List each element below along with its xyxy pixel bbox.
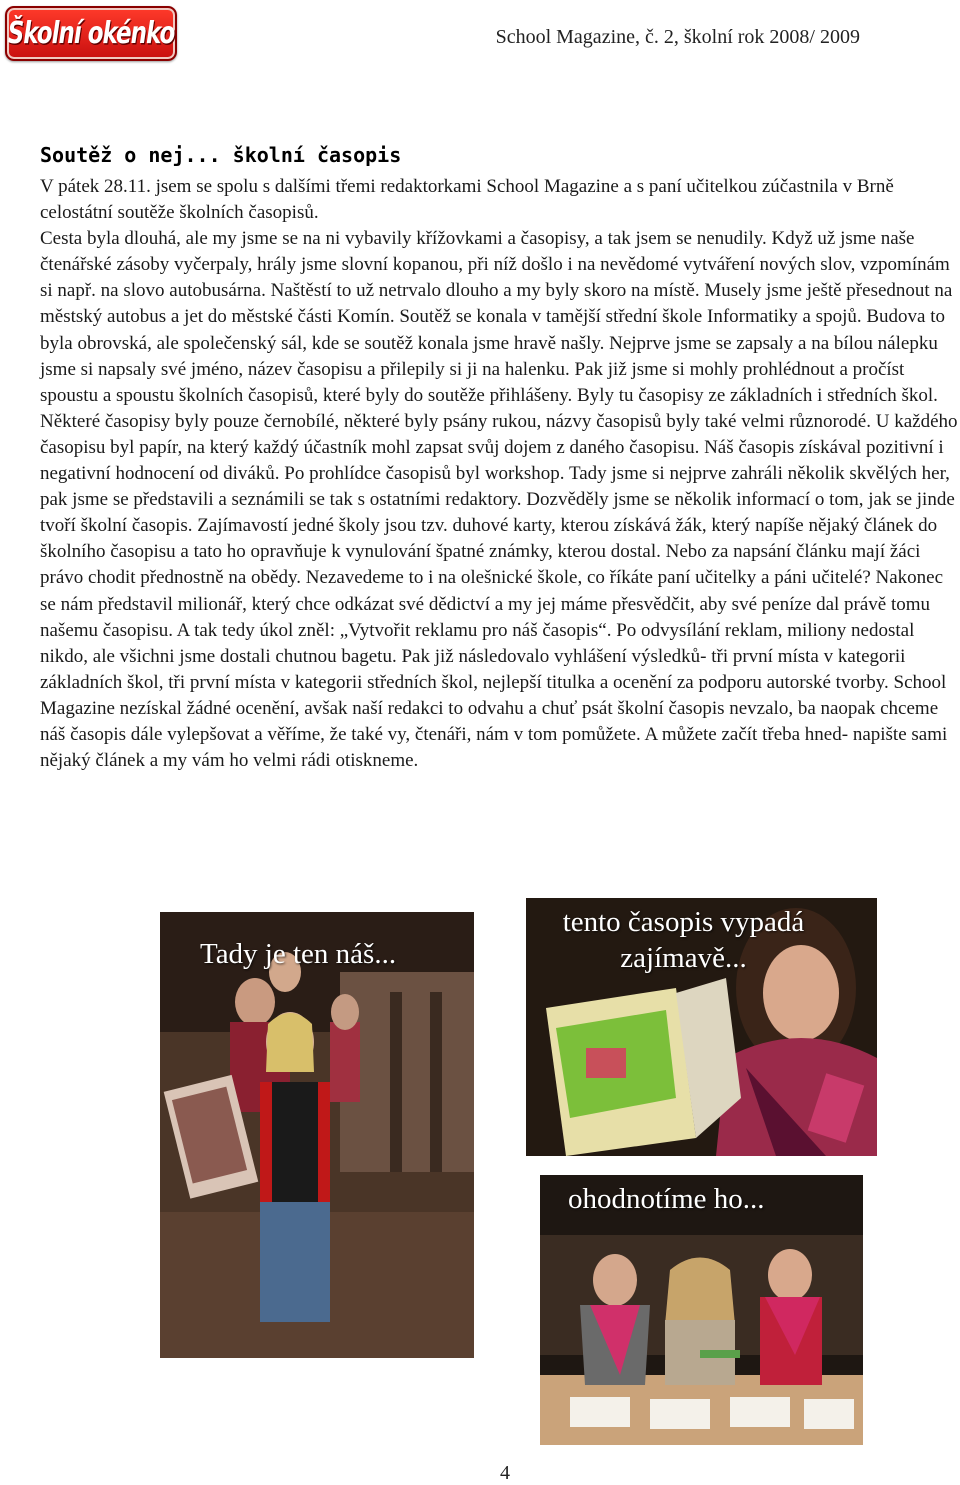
article-paragraph: Cesta byla dlouhá, ale my jsme se na ni vybavily křížovkami a časopisy, a tak jsem se nenudily. Když už jsme naše čtenářské zásoby vyčerpaly, hrály jsme slovní kopanou, při níž došlo i na nevědomé vytváření nových slov, vzpomínám si např. na slovo autobusárna. Naštěstí to už netrvalo dlouho a my byly skoro na místě. Musely jsme ještě přesednout na městský autobus a jet do městské části Komín. Soutěž se konala v tamější střední škole Informatiky a spojů. Budova to byla obrovská, ale společenský sál, kde se soutěž konala jsme hravě našly. Nejprve jsme se zapsaly a na bílou nálepku jsme si napsaly své jméno, název časopisu a přilepily si ji na halenku. Pak již jsme si mohly prohlédnout a pročíst spoustu a spoustu školních časopisů, které byly do soutěže přihlášeny. Byly tu časopisy ze základních i středních škol. Některé časopisy byly pouze černobílé, některé byly psány rukou, názvy časopisů byly také velmi různorodé. U každého časopisu byl papír, na který každý účastník mohl zapsat svůj dojem z daného časopisu. Náš časopis získával pozitivní i negativní hodnocení od diváků. Po prohlídce časopisů byl workshop. Tady jsme si nejprve zahráli několik skvělých her, pak jsme se představili a seznámili se tak s ostatními redaktory. Dozvěděly jsme se několik informací o tom, jak se jinde tvoří školní časopis. Zajímavostí jedné školy jsou tzv. duhové karty, kterou získává žák, který napíše nějaký článek do školního časopisu a tato ho opravňuje k vynulování špatné známky, kterou dostal. Nebo za napsání článku mají žáci právo chodit přednostně na obědy. Nezavedeme to i na olešnické škole, co říkáte paní učitelky a páni učitelé? Nakonec se nám představil milionář, který chce odkázat své dědictví a my jej máme přesvědčit, aby své peníze dal právě tomu našemu časopisu. A tak tedy úkol zněl: „Vytvořit reklamu pro náš časopis“. Po odvysílání reklam, miliony nedostal nikdo, ale všichni jsme dostali chutnou bagetu. Pak již následovalo vyhlášení výsledků- tři první místa v kategorii základních škol, tři první místa v kategorii středních škol, nejlepší titulka a ocenění za podporu autorské tvorby. School Magazine nezískal žádné ocenění, avšak naší redakci to odvahu a chuť psát školní časopis nevzalo, ba naopak chceme náš časopis dále vylepšovat a věříme, že také vy, čtenáři, nám v tom pomůžete. A můžete začít třeba hned- napište sami nějaký článek a my vám ho velmi rádi otiskneme. (40, 228, 958, 772)
photo-girls-evaluating (540, 1175, 863, 1445)
page-number: 4 (500, 1462, 510, 1484)
photo-girls-with-magazines (160, 912, 474, 1358)
photo-girl-reading-magazine (526, 898, 877, 1156)
magazine-logo (5, 6, 177, 61)
article-paragraph: V pátek 28.11. jsem se spolu s dalšími třemi redaktorkami School Magazine a s paní učitelkou zúčastnila v Brně celostátní soutěže školních časopisů. (40, 176, 894, 224)
photo-caption: Tady je ten náš... (200, 938, 397, 970)
logo-text: Školní okénko (7, 16, 175, 51)
photo-caption: ohodnotíme ho... (568, 1183, 765, 1215)
article-body (40, 174, 960, 774)
article-title: Soutěž o nej... školní časopis (40, 143, 402, 167)
issue-info: School Magazine, č. 2, školní rok 2008/ 2009 (495, 26, 860, 48)
photo-scene (160, 912, 474, 1358)
photo-caption: tento časopis vypadá zajímavě... (562, 906, 805, 974)
